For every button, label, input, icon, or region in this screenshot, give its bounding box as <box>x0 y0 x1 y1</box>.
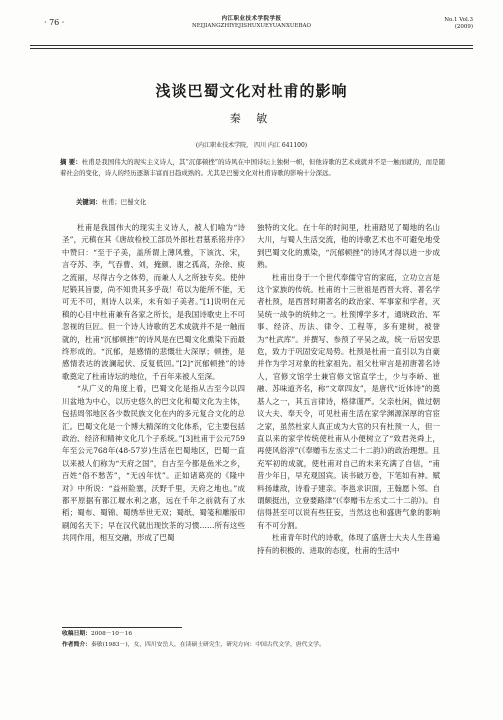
abstract <box>60 157 445 178</box>
journal-name-pinyin: NEIJIANGZHIYEJISHUXUEYUANXUEBAO <box>191 23 312 29</box>
keywords-text: 杜甫；巴蜀文化 <box>101 198 147 206</box>
article-author: 秦 敏 <box>229 112 274 125</box>
abstract-text: 杜甫是我国伟大的现实主义诗人，其“沉郁顿挫”的诗风在中国诗坛上独树一帜，但他诗歌的艺术成就并不是一触而就的，而是随着社会的变化，诗人的经历逐渐丰富而日趋成熟的。尤其是巴蜀文化对杜甫诗歌的影响十分深远。 <box>60 158 445 177</box>
footnote-rule <box>62 627 182 628</box>
author-affiliation: (内江职业技术学院， 四川 内江 641100) <box>195 142 308 149</box>
footnote-received <box>62 630 442 638</box>
journal-name <box>30 16 473 30</box>
page-number: · 76 · <box>44 18 65 27</box>
journal-name-chinese: 内江职业技术学院学报 <box>221 16 282 22</box>
header-rule <box>30 45 473 46</box>
volume-issue: No.1 Vol.3 <box>444 17 473 23</box>
running-header <box>30 8 473 46</box>
abstract-label: 摘 要： <box>60 158 82 166</box>
author-bio-label: 作者简介： <box>62 642 91 648</box>
body-paragraph: 杜甫青年时代的诗歌，体现了盛唐士大夫人生普遍持有的积极的、进取的态度，杜甫的生活中 <box>257 533 440 555</box>
footnote-author-bio <box>62 641 442 649</box>
header-rule-thin <box>30 48 473 49</box>
body-paragraph: “从广义的角度上看，巴蜀文化是指从古至今以四川盆地为中心，以历史悠久的巴文化和蜀文化为主体，包括周邻地区各少数民族文化在内的多元复合文化的总汇。巴蜀文化是一个博大精深的文化体系，它主要包括政治、经济和精神文化几个子系统。”[3]杜甫于公元759年至公元768年(48-57岁)生活在巴蜀地区，巴蜀一直以来被人们称为“天府之国”，自古至今都是鱼米之乡，百姓“俗不愁苦”，“无凶年忧”。正如诸葛亮的《隆中对》中所说：“益州险塞，沃野千里，天府之地也。”成都平原据有都江堰水利之惠，远在千年之前就有了水稻；蜀布、蜀锦、蜀绣举世无双；蜀纸、蜀笺和雕版印刷闻名天下；早在汉代就出现饮茶的习惯……所有这些共同作用，相互交融，形成了巴蜀 <box>62 384 245 543</box>
body-paragraph: 独特的文化。在十年的时间里，杜甫踏见了蜀地的名山大川，与蜀人生活交流，他的诗歌艺术也不可避免地受到巴蜀文化的熏染，“沉郁顿挫”的诗风才得以进一步成熟。 <box>257 223 440 270</box>
keywords-label: 关键词： <box>76 198 102 206</box>
publication-year: (2009) <box>454 24 473 30</box>
author-bio-text: 秦敏(1983－)，女，四川安岳人，在读硕士研究生，研究方向：中国古代文学，唐代文学。 <box>91 642 325 648</box>
body-column-left <box>62 222 245 545</box>
journal-volume <box>444 17 473 31</box>
body-paragraph: 杜甫是我国伟大的现实主义诗人，被人们喻为“诗圣”，元稹在其《唐故检校工部员外郎杜君墓系铭并序》中赞曰：“至于子美，盖所谓上薄风雅，下该沈、宋，言夺苏、李，气吞曹、刘，掩颜、谢之孤高，杂徐、庾之流丽，尽得古今之体势，而兼人人之所独专矣。使仲尼锻其旨要，尚不知贵其多乎哉！苟以为能所不能，无可无不可，则诗人以来，未有如子美者。”[1]说明在元稹的心目中杜甫兼有各家之所长，是我国诗歌史上不可忽视的巨匠。但一个诗人诗歌的艺术成就并不是一触而就的，杜甫“沉郁顿挫”的诗风是在巴蜀文化熏染下而最终形成的。“沉郁，是感情的悲慨壮大深厚；顿挫，是感情表达的波澜起伏、反复低回。”[2]“沉郁顿挫”的诗歌奠定了杜甫诗坛的地位，千百年来被人至深。 <box>62 223 245 381</box>
keywords <box>76 197 146 206</box>
article-title: 浅谈巴蜀文化对杜甫的影响 <box>155 82 348 100</box>
received-label: 收稿日期： <box>62 631 91 637</box>
received-date: 2008－10－16 <box>91 631 133 637</box>
body-paragraph: 杜甫出身于一个世代奉儒守官的家庭，立功立言是这个家族的传统。杜甫的十三世祖是西晋大将、著名学者杜预，是西晋时期著名的政治家、军事家和学者，灭吴统一战争的统帅之一。杜预博学多才，通晓政治、军事、经济、历法、律令、工程等，多有建树，被誉为“杜武库”。并撰写、参预了平吴之战，统一后居安思危，致力于巩固安定局势。杜预是杜甫一直引以为自豪并作为学习对象的杜家祖先。祖父杜审言是初唐著名诗人，官修文馆学士兼官修文馆直学士，少与李峤、崔融、苏味道齐名，称“文章四友”，是唐代“近体诗”的奠基人之一，其五言律诗，格律谨严。父亲杜闲，做过朝议大夫、奉天令，可见杜甫生活在家学渊源深厚的官宦之家，虽然杜家人真正成为大官的只有杜预一人，但一直以来的家学传统使杜甫从小便树立了“致君尧舜上，再使风俗淳”(《奉赠韦左丞丈二十二韵》)的政治理想。且充军初的成就，使杜甫对自己的未来充满了自信，“甫昔少年日，早充观国宾。读书破万卷，下笔如有神。赋料扬雄敌，诗看子建亲。李邕求识面，王翰愿卜邻。自谓颇挺出，立登要路津”(《奉赠韦左丞丈二十二韵》)。自信得甚至可以说有些狂妄，当然这也和盛唐气象的影响有不可分割。 <box>257 272 440 530</box>
body-column-right <box>257 222 440 557</box>
